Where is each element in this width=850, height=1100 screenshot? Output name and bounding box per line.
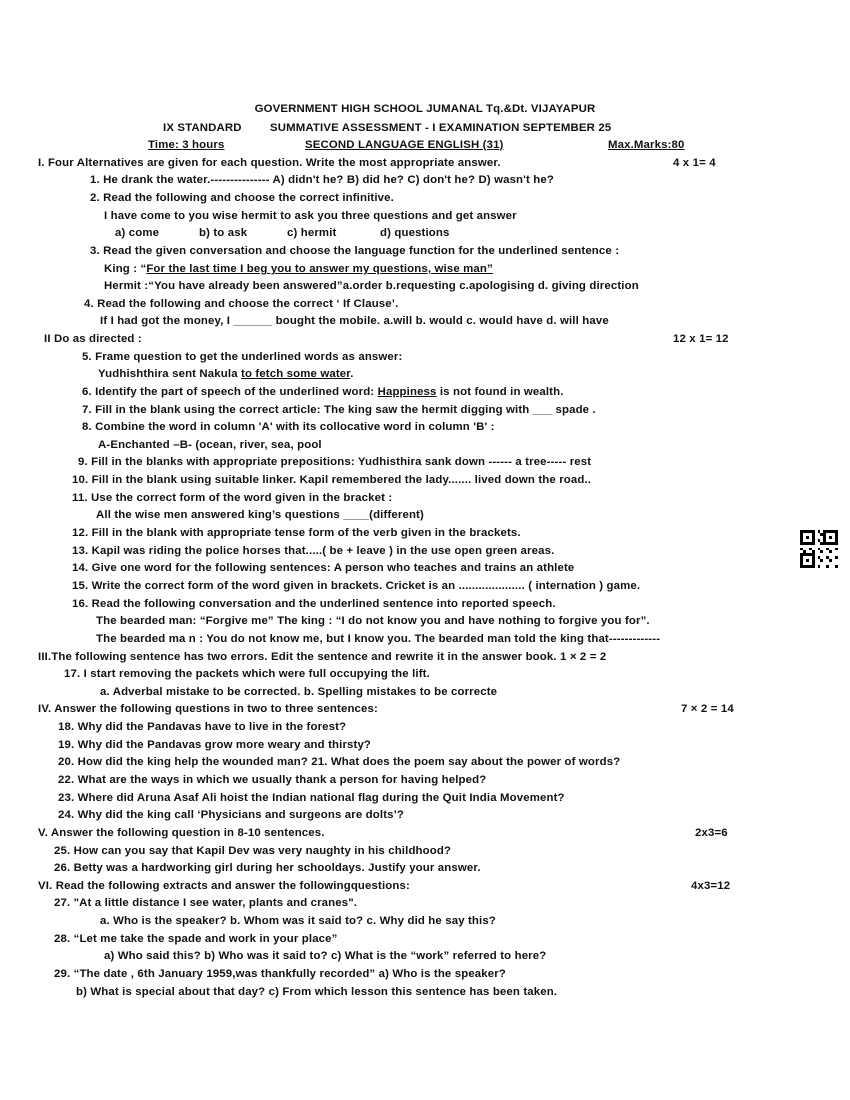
question-16: 16. Read the following conversation and the underlined sentence into reported speech. xyxy=(72,598,556,610)
question-3-king xyxy=(104,262,493,276)
question-17: 17. I start removing the packets which were full occupying the lift. xyxy=(64,668,430,680)
question-12: 12. Fill in the blank with appropriate tense form of the verb given in the brackets. xyxy=(72,527,521,539)
question-29-text: b) What is special about that day? c) From which lesson this sentence has been taken. xyxy=(76,986,558,998)
question-20-21: 20. How did the king help the wounded man? 21. What does the poem say about the power of words? xyxy=(58,756,621,768)
question-13: 13. Kapil was riding the police horses that.....( be + leave ) in the use open green areas. xyxy=(72,545,555,557)
question-4: 4. Read the following and choose the correct ‘ If Clause’. xyxy=(84,298,399,310)
question-24: 24. Why did the king call ‘Physicians and surgeons are dolts’? xyxy=(58,809,405,821)
question-16-line-a: The bearded man: “Forgive me” The king : “I do not know you and have nothing to forgive you for”. xyxy=(96,615,650,627)
question-2-option-b: b) to ask xyxy=(199,227,248,239)
question-18: 18. Why did the Pandavas have to live in the forest? xyxy=(58,721,347,733)
time-label: Time: 3 hours xyxy=(148,139,225,151)
question-1: 1. He drank the water.--------------- A) didn't he? B) did he? C) don't he? D) wasn't he? xyxy=(90,174,554,186)
question-3-hermit: Hermit :“You have already been answered”a.order b.requesting c.apologising d. giving direction xyxy=(104,280,639,292)
question-26: 26. Betty was a hardworking girl during her schooldays. Justify your answer. xyxy=(54,862,481,874)
question-27-text: a. Who is the speaker? b. Whom was it said to? c. Why did he say this? xyxy=(100,915,496,927)
section-2-marks: 12 x 1= 12 xyxy=(673,333,729,345)
question-2-option-c: c) hermit xyxy=(287,227,337,239)
section-1-heading: I. Four Alternatives are given for each question. Write the most appropriate answer. xyxy=(38,157,501,169)
question-9: 9. Fill in the blanks with appropriate prepositions: Yudhisthira sank down ------ a tree----- rest xyxy=(78,456,592,468)
max-marks-label: Max.Marks:80 xyxy=(608,139,685,151)
question-11-text: All the wise men answered king’s questions ____(different) xyxy=(96,509,424,521)
question-7: 7. Fill in the blank using the correct article: The king saw the hermit digging with ___ spade . xyxy=(82,404,596,416)
school-title: GOVERNMENT HIGH SCHOOL JUMANAL Tq.&Dt. VIJAYAPUR xyxy=(254,103,596,115)
question-2-option-a: a) come xyxy=(115,227,160,239)
question-22: 22. What are the ways in which we usually thank a person for having helped? xyxy=(58,774,487,786)
question-8-text: A-Enchanted –B- (ocean, river, sea, pool xyxy=(98,439,322,451)
question-28-text: a) Who said this? b) Who was it said to? c) What is the “work” referred to here? xyxy=(104,950,547,962)
section-3-heading: III.The following sentence has two errors. Edit the sentence and rewrite it in the answer book. 1 × 2 = 2 xyxy=(38,651,607,663)
question-14: 14. Give one word for the following sentences: A person who teaches and trains an athlete xyxy=(72,562,575,574)
question-5: 5. Frame question to get the underlined words as answer: xyxy=(82,351,403,363)
q6-end: is not found in wealth. xyxy=(436,386,564,398)
king-underlined-line: For the last time I beg you to answer my questions, wise man” xyxy=(146,263,493,275)
q5-lead: Yudhishthira sent Nakula xyxy=(98,368,242,380)
section-2-heading: II Do as directed : xyxy=(44,333,142,345)
question-2: 2. Read the following and choose the correct infinitive. xyxy=(90,192,394,204)
question-23: 23. Where did Aruna Asaf Ali hoist the Indian national flag during the Quit India Movement? xyxy=(58,792,565,804)
question-27: 27. "At a little distance I see water, plants and cranes". xyxy=(54,897,358,909)
question-2-option-d: d) questions xyxy=(380,227,450,239)
section-1-marks: 4 x 1= 4 xyxy=(673,157,716,169)
question-3: 3. Read the given conversation and choose the language function for the underlined sentence : xyxy=(90,245,620,257)
question-6 xyxy=(82,385,564,399)
question-28: 28. “Let me take the spade and work in your place” xyxy=(54,933,338,945)
question-15: 15. Write the correct form of the word given in brackets. Cricket is an .................... ( internation ) game. xyxy=(72,580,641,592)
section-5-heading: V. Answer the following question in 8-10 sentences. xyxy=(38,827,325,839)
question-25: 25. How can you say that Kapil Dev was very naughty in his childhood? xyxy=(54,845,452,857)
question-11: 11. Use the correct form of the word given in the bracket : xyxy=(72,492,393,504)
question-10: 10. Fill in the blank using suitable linker. Kapil remembered the lady....... lived down the road.. xyxy=(72,474,592,486)
question-5-text xyxy=(98,367,354,381)
king-speaker: King : “ xyxy=(104,263,147,275)
q5-underlined: to fetch some water xyxy=(241,368,351,380)
question-19: 19. Why did the Pandavas grow more weary and thirsty? xyxy=(58,739,372,751)
section-6-heading: VI. Read the following extracts and answer the followingquestions: xyxy=(38,880,410,892)
section-4-heading: IV. Answer the following questions in two to three sentences: xyxy=(38,703,378,715)
question-2-text: I have come to you wise hermit to ask you three questions and get answer xyxy=(104,210,517,222)
question-16-line-b: The bearded ma n : You do not know me, but I know you. The bearded man told the king that------------- xyxy=(96,633,661,645)
q6-underlined: Happiness xyxy=(377,386,437,398)
question-4-text: If I had got the money, I ______ bought the mobile. a.will b. would c. would have d. will have xyxy=(100,315,609,327)
standard-label: IX STANDARD xyxy=(163,122,242,134)
subject-label: SECOND LANGUAGE ENGLISH (31) xyxy=(305,139,504,151)
section-5-marks: 2x3=6 xyxy=(695,827,728,839)
question-17-text: a. Adverbal mistake to be corrected. b. Spelling mistakes to be correcte xyxy=(100,686,498,698)
q5-end: . xyxy=(350,368,354,380)
section-6-marks: 4x3=12 xyxy=(691,880,731,892)
q6-lead: 6. Identify the part of speech of the underlined word: xyxy=(82,386,378,398)
question-8: 8. Combine the word in column 'A' with its collocative word in column 'B' : xyxy=(82,421,495,433)
section-4-marks: 7 × 2 = 14 xyxy=(681,703,734,715)
qr-code-icon xyxy=(800,530,838,568)
exam-title: SUMMATIVE ASSESSMENT - I EXAMINATION SEPTEMBER 25 xyxy=(270,122,612,134)
question-29: 29. “The date , 6th January 1959,was thankfully recorded” a) Who is the speaker? xyxy=(54,968,506,980)
